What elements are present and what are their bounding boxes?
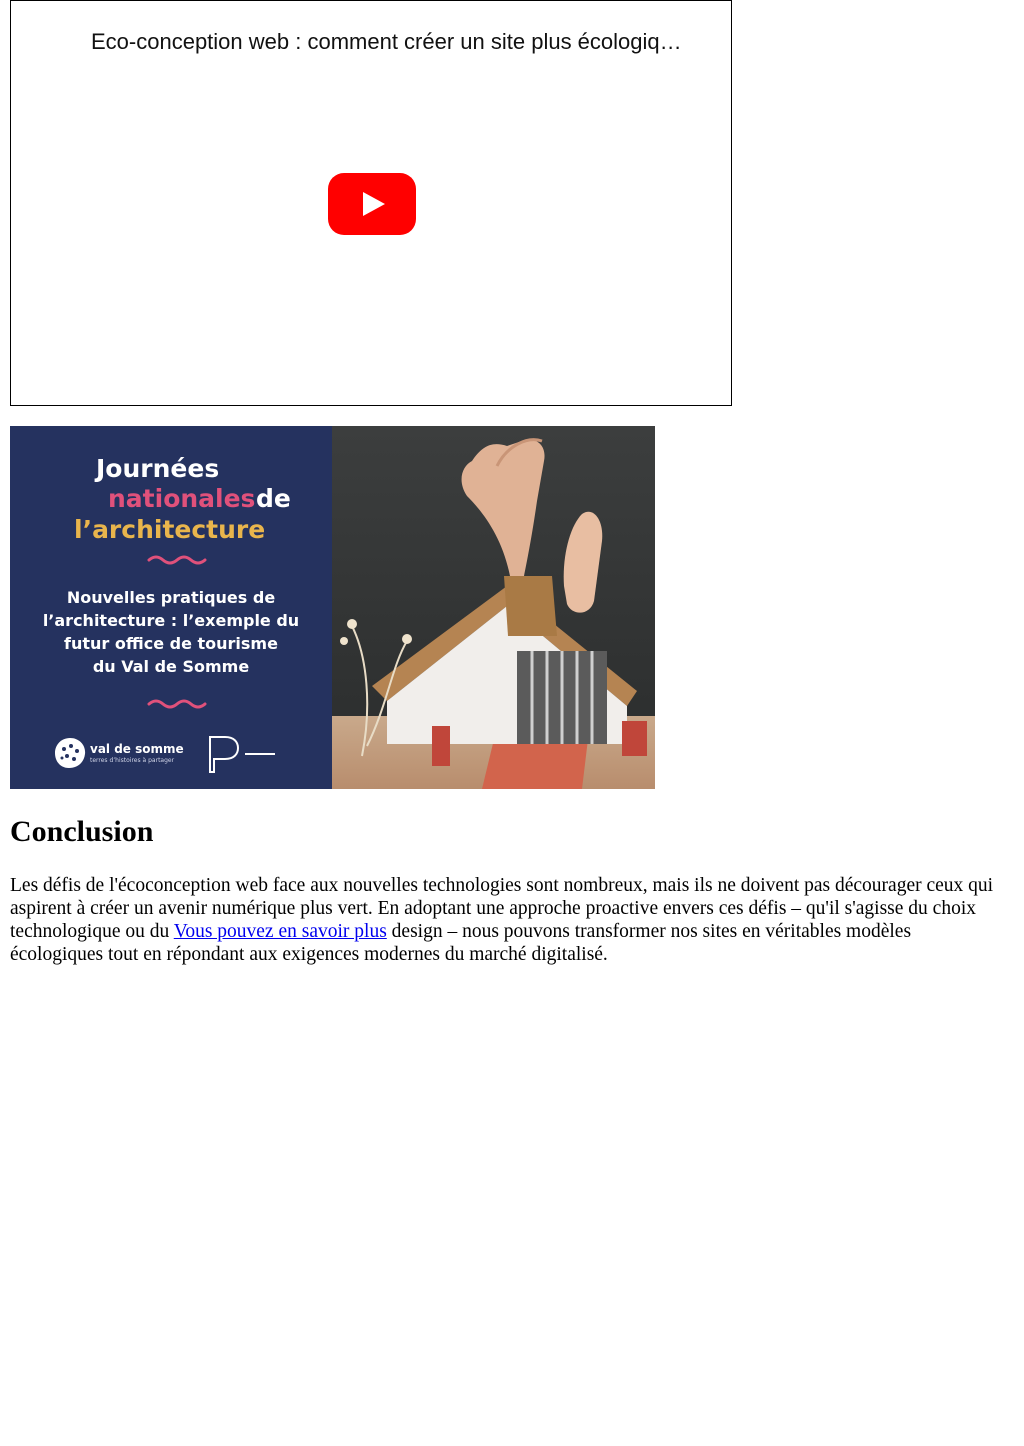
banner-subtitle-line: du Val de Somme xyxy=(92,657,250,676)
video-title[interactable]: Eco-conception web : comment créer un site plus écologiq… xyxy=(91,29,682,54)
architecture-banner-image xyxy=(10,426,655,789)
video-embed[interactable] xyxy=(10,0,732,406)
banner-heading-line2b: de xyxy=(256,484,291,513)
banner-subtitle-line: l’architecture : l’exemple du xyxy=(42,611,300,630)
banner-subtitle-line: futur office de tourisme xyxy=(64,634,278,653)
learn-more-link[interactable]: Vous pouvez en savoir plus xyxy=(173,921,387,942)
banner-subtitle-line: Nouvelles pratiques de xyxy=(66,588,276,607)
paragraph-text-after-link: design – nous pouvons transformer nos sites en véritables modèles écologiques tout en répondant aux exigences modernes du marché digitalisé. xyxy=(10,921,912,965)
banner-subtitle xyxy=(30,586,312,678)
architecture-model-photo xyxy=(332,426,655,789)
logo-name: val de somme xyxy=(90,742,184,756)
banner-heading-line1: Journées xyxy=(96,454,220,483)
youtube-play-icon[interactable] xyxy=(328,173,416,235)
paragraph-text-before-link: Les défis de l'écoconception web face aux nouvelles technologies sont nombreux, mais ils ne doivent pas décourager ceux qui aspirent à créer un avenir numérique plus vert. En adoptant une approche proactive envers ces défis – qu'il s'agisse du choix technologique ou du xyxy=(10,875,994,942)
val-de-somme-logo-icon xyxy=(52,736,88,770)
banner-heading-line2: nationales xyxy=(108,484,256,513)
p-logo-icon xyxy=(207,734,279,774)
logo-tagline: terres d’histoires à partager xyxy=(90,757,175,764)
wave-divider-icon xyxy=(147,698,207,710)
conclusion-paragraph xyxy=(10,874,1000,966)
wave-divider-icon xyxy=(147,554,207,566)
banner-text-panel xyxy=(10,426,332,789)
conclusion-heading: Conclusion xyxy=(10,815,154,848)
banner-heading-line3: l’architecture xyxy=(74,515,266,544)
